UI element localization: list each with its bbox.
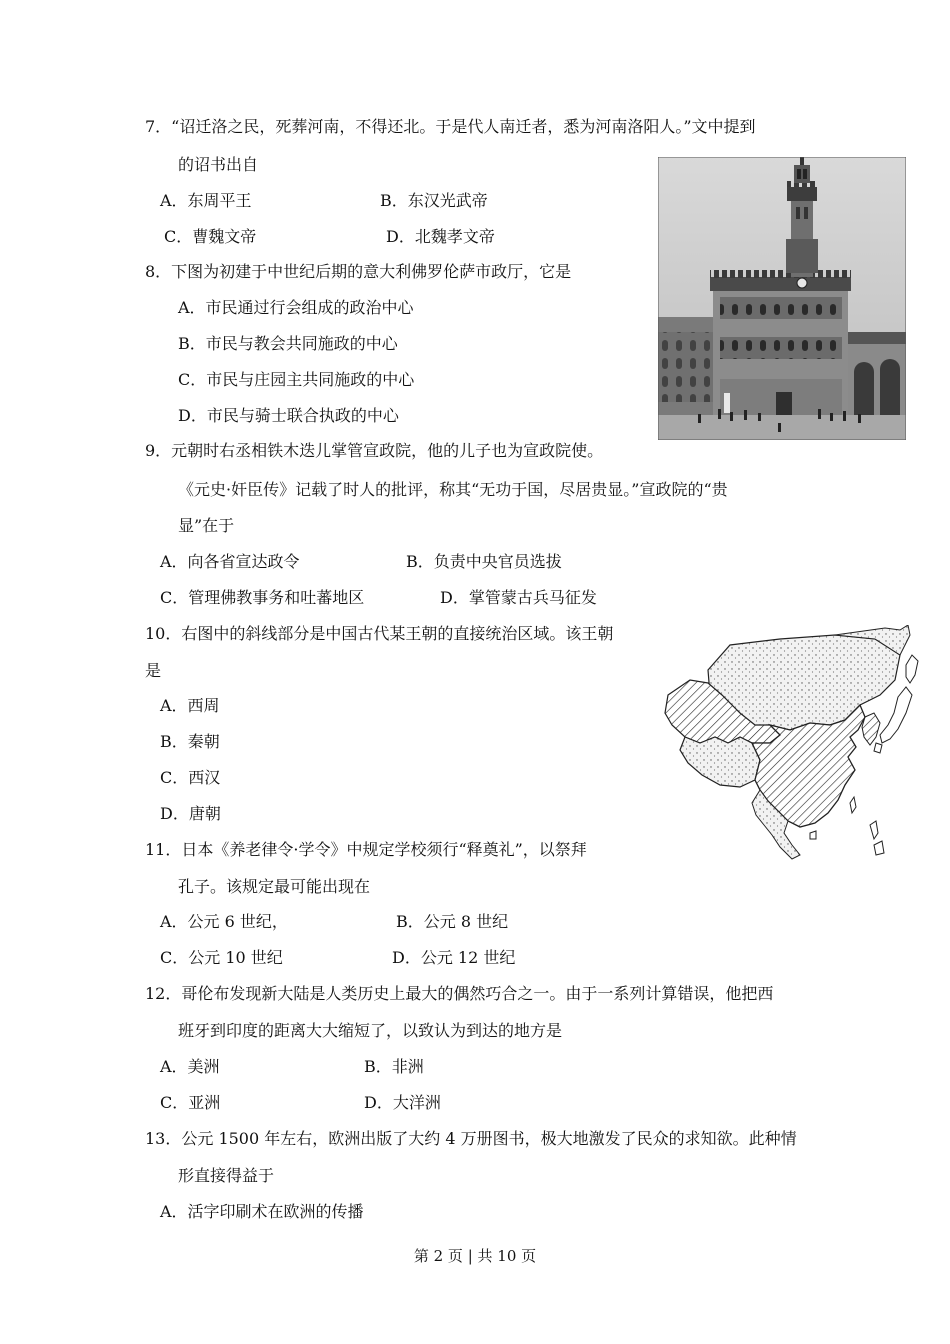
q10-option-b: B．秦朝 <box>160 732 220 751</box>
q11-stem-line1: 11．日本《养老律令·学令》中规定学校须行“释奠礼”，以祭拜 <box>145 840 587 859</box>
q10-option-a: A．西周 <box>160 696 220 715</box>
q12-option-d: D．大洋洲 <box>364 1093 441 1112</box>
q13-stem-line2: 形直接得益于 <box>178 1166 275 1185</box>
q12-stem-line1: 12．哥伦布发现新大陆是人类历史上最大的偶然巧合之一。由于一系列计算错误，他把西 <box>145 984 774 1003</box>
east-asia-dynasty-map <box>660 625 938 865</box>
q8-option-a: A．市民通过行会组成的政治中心 <box>178 298 414 317</box>
q8-stem-line1: 8．下图为初建于中世纪后期的意大利佛罗伦萨市政厅，它是 <box>145 262 572 281</box>
q8-option-b: B．市民与教会共同施政的中心 <box>178 334 398 353</box>
q7-option-c: C．曹魏文帝 <box>164 227 257 246</box>
q10-option-d: D．唐朝 <box>160 804 221 823</box>
page-number-footer: 第 2 页 | 共 10 页 <box>413 1247 537 1265</box>
q10-option-c: C．西汉 <box>160 768 221 787</box>
q9-stem-line3: 显”在于 <box>178 516 235 535</box>
q9-option-d: D．掌管蒙古兵马征发 <box>440 588 597 607</box>
q11-option-b: B．公元 8 世纪 <box>396 912 509 931</box>
q11-stem-line2: 孔子。该规定最可能出现在 <box>178 877 371 896</box>
q8-option-d: D．市民与骑士联合执政的中心 <box>178 406 399 425</box>
q11-option-c: C．公元 10 世纪 <box>160 948 283 967</box>
q7-stem-line2: 的诏书出自 <box>178 155 259 174</box>
q7-option-b: B．东汉光武帝 <box>380 191 488 210</box>
q9-stem-line2: 《元史·奸臣传》记载了时人的批评，称其“无功于国，尽居贵显。”宣政院的“贵 <box>178 480 728 499</box>
q7-option-a: A．东周平王 <box>160 191 252 210</box>
q9-stem-line1: 9．元朝时右丞相铁木迭儿掌管宣政院，他的儿子也为宣政院使。 <box>145 441 604 460</box>
q12-option-a: A．美洲 <box>160 1057 220 1076</box>
q7-stem-line1: 7．“诏迁洛之民，死葬河南，不得还北。于是代人南迁者，悉为河南洛阳人。”文中提到 <box>145 117 756 136</box>
q12-option-b: B．非洲 <box>364 1057 424 1076</box>
q11-option-a: A．公元 6 世纪， <box>160 912 288 931</box>
q13-stem-line1: 13．公元 1500 年左右，欧洲出版了大约 4 万册图书，极大地激发了民众的求知欲。此种情 <box>145 1129 797 1148</box>
q7-option-d: D．北魏孝文帝 <box>386 227 495 246</box>
q10-stem-line1: 10．右图中的斜线部分是中国古代某王朝的直接统治区域。该王朝 <box>145 624 614 643</box>
q11-option-d: D．公元 12 世纪 <box>392 948 516 967</box>
florence-town-hall-photo <box>658 157 906 440</box>
q8-option-c: C．市民与庄园主共同施政的中心 <box>178 370 415 389</box>
q12-option-c: C．亚洲 <box>160 1093 221 1112</box>
q9-option-a: A．向各省宣达政令 <box>160 552 300 571</box>
q9-option-b: B．负责中央官员选拔 <box>406 552 562 571</box>
q9-option-c: C．管理佛教事务和吐蕃地区 <box>160 588 365 607</box>
q10-stem-line2: 是 <box>145 661 162 680</box>
q12-stem-line2: 班牙到印度的距离大大缩短了，以致认为到达的地方是 <box>178 1021 563 1040</box>
q13-option-a: A．活字印刷术在欧洲的传播 <box>160 1202 364 1221</box>
